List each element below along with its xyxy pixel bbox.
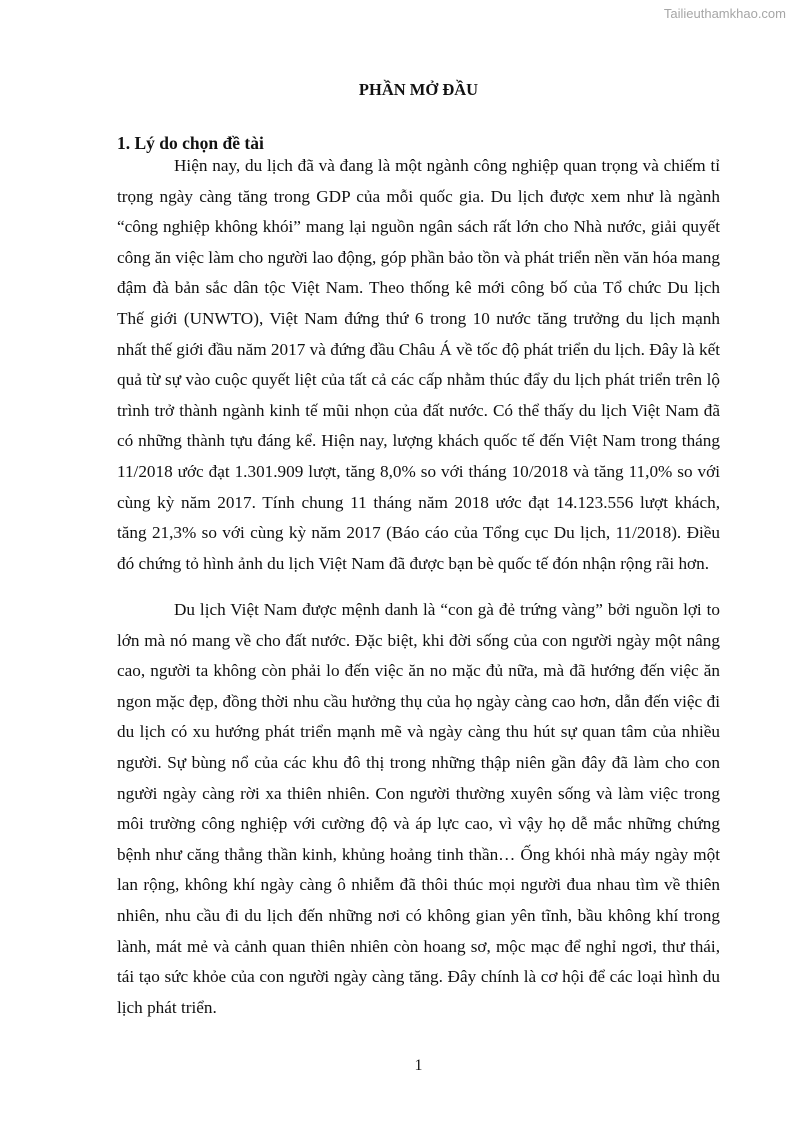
body-paragraph: Du lịch Việt Nam được mệnh danh là “con gà đẻ trứng vàng” bởi nguồn lợi to lớn mà nó mang về cho đất nước. Đặc biệt, khi đời sống của con người ngày một nâng cao, người ta không còn phải lo đến việc ăn no mặc đủ nữa, mà đã hướng đến việc ăn ngon mặc đẹp, đồng thời nhu cầu hưởng thụ của họ ngày càng cao hơn, dẫn đến việc đi du lịch có xu hướng phát triển mạnh mẽ và ngày càng thu hút sự quan tâm của nhiều người. Sự bùng nổ của các khu đô thị trong những thập niên gần đây đã làm cho con người ngày càng rời xa thiên nhiên. Con người thường xuyên sống và làm việc trong môi trường công nghiệp với cường độ và áp lực cao, vì vậy họ dễ mắc những chứng bệnh như căng thẳng thần kinh, khủng hoảng tinh thần… Ống khói nhà máy ngày một lan rộng, không khí ngày càng ô nhiễm đã thôi thúc mọi người đua nhau tìm về thiên nhiên, nhu cầu đi du lịch đến những nơi có không gian yên tĩnh, bầu không khí trong lành, mát mẻ và cảnh quan thiên nhiên còn hoang sơ, mộc mạc để nghỉ ngơi, thư thái, tái tạo sức khỏe của con người ngày càng tăng. Đây chính là cơ hội để các loại hình du lịch phát triển. xyxy=(117,600,720,1017)
body-paragraph: Hiện nay, du lịch đã và đang là một ngành công nghiệp quan trọng và chiếm tỉ trọng ngày càng tăng trong GDP của mỗi quốc gia. Du lịch được xem như là ngành “công nghiệp không khói” mang lại nguồn ngân sách rất lớn cho Nhà nước, giải quyết công ăn việc làm cho người lao động, góp phần bảo tồn và phát triển nền văn hóa mang đậm đà bản sắc dân tộc Việt Nam. Theo thống kê mới công bố của Tổ chức Du lịch Thế giới (UNWTO), Việt Nam đứng thứ 6 trong 10 nước tăng trưởng du lịch mạnh nhất thế giới đầu năm 2017 và đứng đầu Châu Á về tốc độ phát triển du lịch. Đây là kết quả từ sự vào cuộc quyết liệt của tất cả các cấp nhằm thúc đẩy du lịch phát triển trên lộ trình trở thành ngành kinh tế mũi nhọn của đất nước. Có thể thấy du lịch Việt Nam đã có những thành tựu đáng kể. Hiện nay, lượng khách quốc tế đến Việt Nam trong tháng 11/2018 ước đạt 1.301.909 lượt, tăng 8,0% so với tháng 10/2018 và tăng 11,0% so với cùng kỳ năm 2017. Tính chung 11 tháng năm 2018 ước đạt 14.123.556 lượt khách, tăng 21,3% so với cùng kỳ năm 2017 (Báo cáo của Tổng cục Du lịch, 11/2018). Điều đó chứng tỏ hình ảnh du lịch Việt Nam đã được bạn bè quốc tế đón nhận rộng rãi hơn. xyxy=(117,156,720,573)
page-number: 1 xyxy=(414,1057,423,1074)
watermark: Tailieuthamkhao.com xyxy=(663,6,786,21)
page-title: PHẦN MỞ ĐẦU xyxy=(358,80,479,99)
section-heading: 1. Lý do chọn đề tài xyxy=(117,133,264,153)
